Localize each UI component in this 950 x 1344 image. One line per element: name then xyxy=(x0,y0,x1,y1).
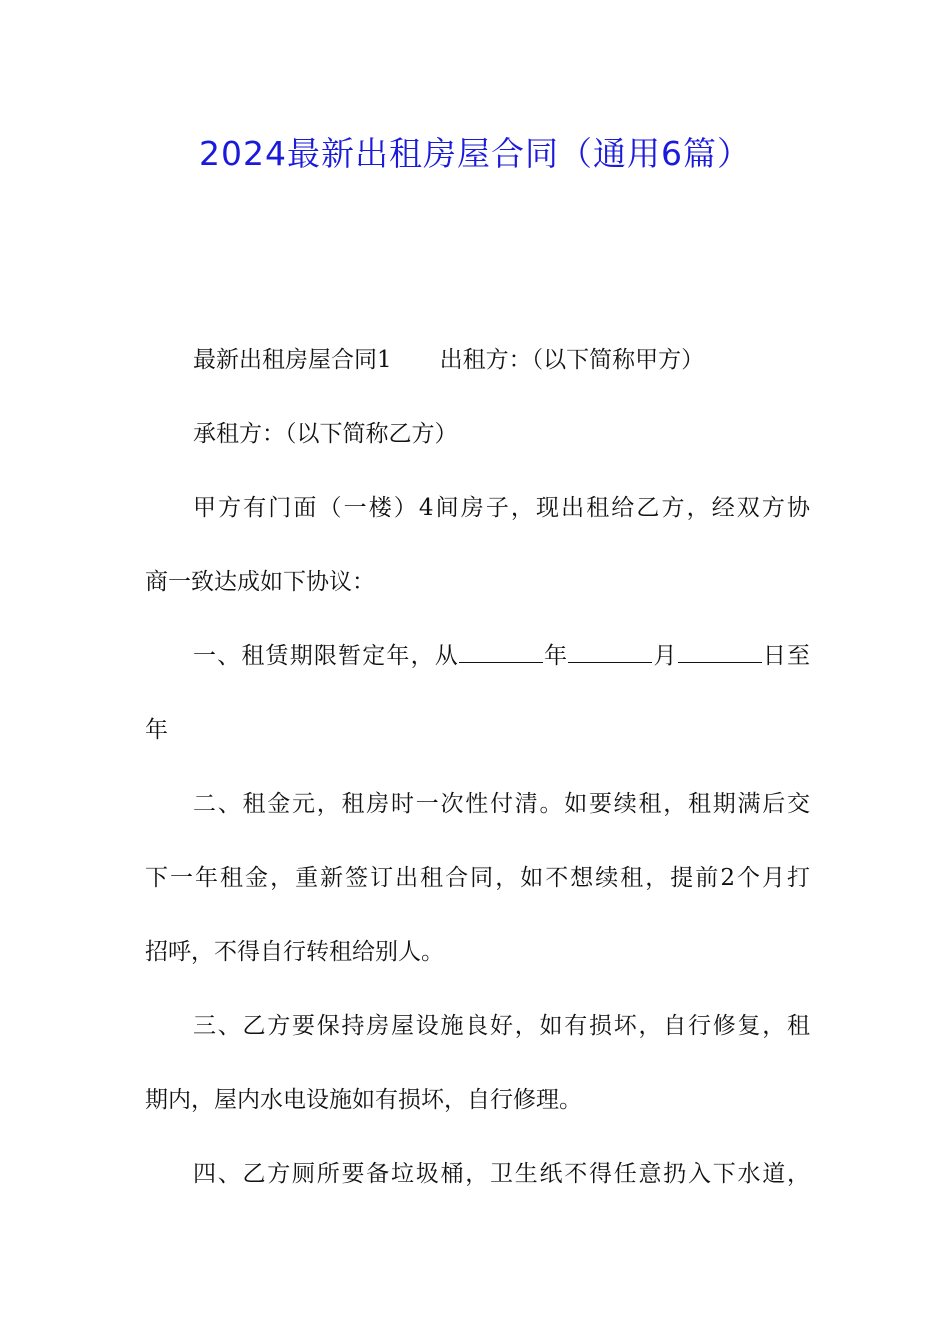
paragraph-line: 二、租金元，租房时一次性付清。如要续租，租期满后交 xyxy=(193,791,810,817)
paragraph-line: 甲方有门面（一楼）4间房子，现出租给乙方，经双方协 xyxy=(193,495,810,521)
day-label: 日至 xyxy=(761,643,810,669)
contract-heading: 最新出租房屋合同1 xyxy=(193,347,392,373)
paragraph-line: 年 xyxy=(145,717,168,743)
month-blank xyxy=(568,640,652,663)
day-blank xyxy=(678,640,762,663)
paragraph-line: 期内，屋内水电设施如有损坏，自行修理。 xyxy=(145,1087,582,1113)
paragraph-line xyxy=(145,323,810,397)
term-text: 一、租赁期限暂定年，从 xyxy=(193,643,459,669)
year-label: 年 xyxy=(542,643,569,669)
paragraph-line: 招呼，不得自行转租给别人。 xyxy=(145,939,444,965)
paragraph-line: 下一年租金，重新签订出租合同，如不想续租，提前2个月打 xyxy=(145,865,810,891)
paragraph-line: 四、乙方厕所要备垃圾桶，卫生纸不得任意扔入下水道， xyxy=(193,1161,810,1187)
month-label: 月 xyxy=(652,643,678,669)
lessor-label: 出租方：（以下简称甲方） xyxy=(439,347,705,373)
year-blank xyxy=(459,640,543,663)
paragraph-line: 商一致达成如下协议： xyxy=(145,569,375,595)
document-title: 2024最新出租房屋合同（通用6篇） xyxy=(199,134,751,173)
paragraph-line: 三、乙方要保持房屋设施良好，如有损坏，自行修复，租 xyxy=(193,1013,810,1039)
paragraph-line: 承租方：（以下简称乙方） xyxy=(193,421,458,447)
term-line xyxy=(145,619,810,693)
document-body xyxy=(145,323,810,1211)
